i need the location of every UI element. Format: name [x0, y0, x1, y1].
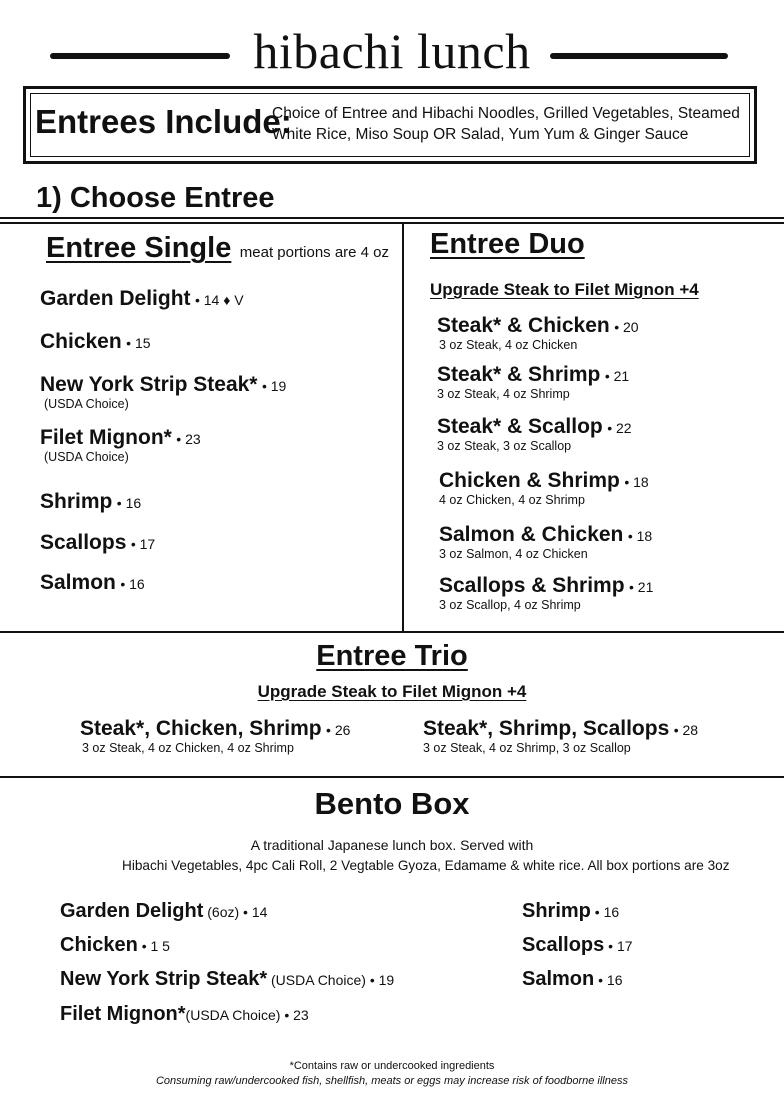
single-item-price: • 16 [116, 495, 142, 511]
bento-item-name: Shrimp [522, 900, 591, 922]
duo-item-name: Steak* & Shrimp [437, 363, 601, 386]
bento-desc-line2: Hibachi Vegetables, 4pc Cali Roll, 2 Vegtable Gyoza, Edamame & white rice. All box portions are 3oz [122, 858, 730, 873]
single-subtitle: meat portions are 4 oz [239, 244, 390, 261]
entrees-include-label: Entrees Include: [35, 103, 292, 140]
single-item-price: • 16 [120, 576, 145, 592]
single-item-price: • 23 [176, 431, 201, 447]
entrees-include-text: Choice of Entree and Hibachi Noodles, Grilled Vegetables, Steamed White Rice, Miso Soup OR Salad, Yum Yum & Ginger Sauce [272, 105, 740, 143]
trio-item-name: Steak*, Shrimp, Scallops [423, 717, 670, 740]
single-item-note: (USDA Choice) [44, 450, 129, 464]
footer-warning: Consuming raw/undercooked fish, shellfish, meats or eggs may increase risk of foodborne illness [155, 1075, 628, 1087]
bento-item [522, 900, 619, 923]
trio-item-note: 3 oz Steak, 4 oz Chicken, 4 oz Shrimp [82, 741, 294, 755]
entrees-include-box [23, 86, 757, 164]
single-item-name: Garden Delight [40, 287, 191, 310]
single-item [40, 330, 151, 354]
bento-item [60, 1003, 309, 1026]
single-item-name: Shrimp [40, 490, 113, 513]
trio-upgrade-note: Upgrade Steak to Filet Mignon +4 [257, 682, 527, 701]
trio-heading [0, 640, 784, 673]
bento-item-detail: • 16 [594, 972, 623, 988]
bento-item [522, 968, 623, 991]
single-item-price: • 14 ♦ V [194, 292, 244, 308]
trio-item-name: Steak*, Chicken, Shrimp [80, 717, 322, 740]
trio-upgrade [0, 682, 784, 702]
step-rule-bottom [0, 222, 784, 224]
bento-item-name: Scallops [522, 934, 605, 956]
section-divider [0, 631, 784, 633]
bento-item-name: New York Strip Steak* [60, 968, 268, 990]
bento-item-detail: (6oz) • 14 [203, 904, 268, 920]
bento-item-name: Chicken [60, 934, 138, 956]
bento-item [60, 968, 394, 991]
bento-item-detail: • 17 [604, 938, 633, 954]
trio-item-price: • 26 [326, 722, 351, 738]
duo-item-name: Chicken & Shrimp [439, 469, 620, 492]
trio-title: Entree Trio [316, 640, 468, 672]
bento-item [60, 900, 267, 923]
duo-item-note: 3 oz Salmon, 4 oz Chicken [439, 547, 588, 561]
duo-item-price: • 18 [624, 474, 649, 490]
duo-item [439, 574, 653, 612]
bento-title: Bento Box [314, 786, 470, 821]
single-item-price: • 15 [126, 335, 151, 351]
trio-item-note: 3 oz Steak, 4 oz Shrimp, 3 oz Scallop [423, 741, 631, 755]
duo-item-name: Steak* & Scallop [437, 415, 603, 438]
duo-item-price: • 22 [607, 420, 632, 436]
single-title: Entree Single [46, 232, 232, 264]
duo-item [439, 523, 652, 561]
duo-item-name: Steak* & Chicken [437, 314, 610, 337]
single-item [40, 531, 155, 555]
bento-item-detail: • 16 [590, 904, 620, 920]
duo-item [437, 415, 632, 453]
single-item [40, 571, 145, 595]
duo-item-note: 3 oz Steak, 4 oz Shrimp [437, 387, 570, 401]
bento-item-name: Filet Mignon* [60, 1003, 186, 1025]
duo-title: Entree Duo [430, 228, 585, 260]
single-item-name: Filet Mignon* [40, 426, 172, 449]
single-item-price: • 19 [261, 378, 287, 394]
duo-item-note: 3 oz Steak, 4 oz Chicken [439, 338, 578, 352]
single-item [40, 287, 244, 311]
bento-item [522, 934, 633, 957]
duo-item-price: • 21 [604, 368, 630, 384]
bento-heading [0, 786, 784, 822]
duo-item-note: 4 oz Chicken, 4 oz Shrimp [439, 493, 585, 507]
duo-item [437, 363, 629, 401]
duo-item-price: • 21 [629, 579, 654, 595]
bento-item-detail: (USDA Choice) • 19 [267, 972, 395, 988]
single-item-name: New York Strip Steak* [40, 373, 258, 396]
single-item-name: Salmon [40, 571, 116, 594]
single-item [40, 373, 286, 411]
footer-disclaimer: *Contains raw or undercooked ingredients [289, 1060, 495, 1072]
duo-item-price: • 18 [627, 528, 653, 544]
single-item [40, 426, 201, 464]
single-item-price: • 17 [130, 536, 156, 552]
duo-item [439, 469, 649, 507]
duo-item [437, 314, 639, 352]
column-divider [402, 222, 404, 632]
duo-item-note: 3 oz Scallop, 4 oz Shrimp [439, 598, 581, 612]
duo-upgrade-note: Upgrade Steak to Filet Mignon +4 [430, 280, 699, 299]
step-heading: 1) Choose Entree [36, 182, 275, 214]
bento-item [60, 934, 170, 957]
single-section [46, 232, 389, 265]
single-item-name: Scallops [40, 531, 127, 554]
menu-title: hibachi lunch [253, 23, 531, 79]
bento-item-name: Garden Delight [60, 900, 204, 922]
trio-item-price: • 28 [673, 722, 699, 738]
duo-item-price: • 20 [614, 319, 639, 335]
bento-item-detail: (USDA Choice) • 23 [185, 1007, 309, 1023]
trio-item [80, 717, 350, 755]
duo-item-name: Scallops & Shrimp [439, 574, 625, 597]
bento-desc-line1: A traditional Japanese lunch box. Served with [250, 837, 534, 853]
single-item-name: Chicken [40, 330, 122, 353]
section-divider [0, 776, 784, 778]
single-item-note: (USDA Choice) [44, 397, 129, 411]
bento-item-detail: • 1 5 [137, 938, 170, 954]
bento-item-name: Salmon [522, 968, 595, 990]
single-item [40, 490, 141, 514]
step-rule-top [0, 217, 784, 219]
duo-item-note: 3 oz Steak, 3 oz Scallop [437, 439, 572, 453]
trio-item [423, 717, 698, 755]
duo-item-name: Salmon & Chicken [439, 523, 624, 546]
